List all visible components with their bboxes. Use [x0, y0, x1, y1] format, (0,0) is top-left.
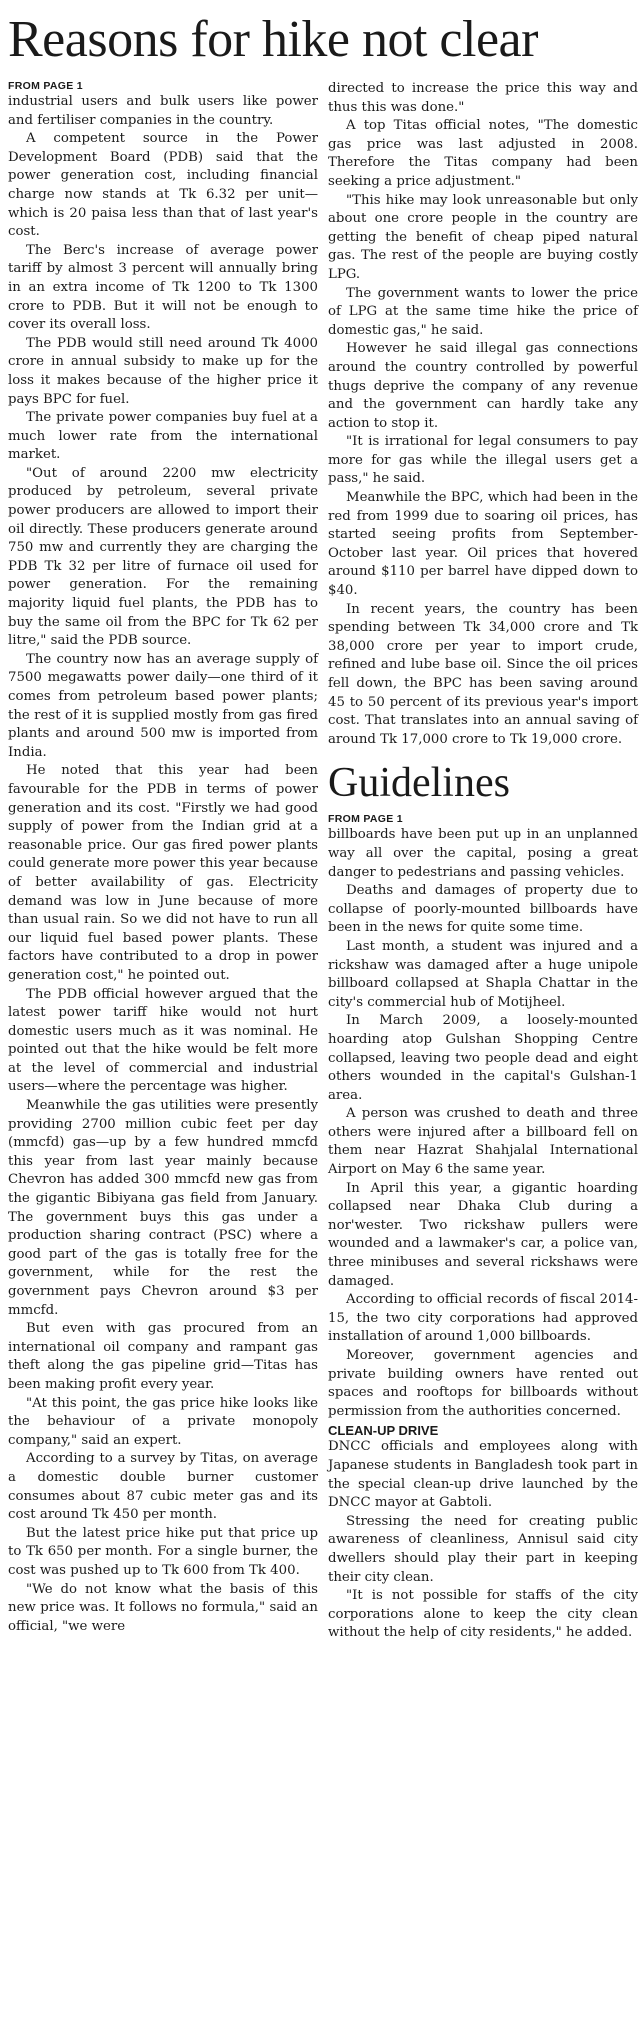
paragraph: "Out of around 2200 mw electricity produced by petroleum, several private power producers are allowed to import their oil directly. These producers generate around 750 mw and currently they are charging the PDB Tk 32 per litre of furnace oil used for power generation. For the remaining majority liquid fuel plants, the PDB has to buy the same oil from the BPC for Tk 62 per litre," said the PDB source. — [8, 465, 318, 649]
paragraph: "We do not know what the basis of this new price was. It follows no formula," said an official, "we were — [8, 1581, 318, 1634]
paragraph: "At this point, the gas price hike looks like the behaviour of a private monopoly company," said an expert. — [8, 1395, 318, 1448]
right-column — [328, 80, 638, 1643]
paragraph: The country now has an average supply of 7500 megawatts power daily—one third of it comes from petroleum based power plants; the rest of it is supplied mostly from gas fired plants and around 500 mw is imported from India. — [8, 651, 318, 760]
paragraph: However he said illegal gas connections around the country controlled by powerful thugs deprive the company of any revenue and the government can hardly take any action to stop it. — [328, 341, 638, 431]
paragraph: directed to increase the price this way and thus this was done." — [328, 81, 638, 115]
paragraph: "It is irrational for legal consumers to pay more for gas while the illegal users get a pass," he said. — [328, 434, 638, 487]
continuation-kicker: FROM PAGE 1 — [8, 80, 83, 92]
paragraph: industrial users and bulk users like power and fertiliser companies in the country. — [8, 94, 318, 128]
paragraph: Stressing the need for creating public awareness of cleanliness, Annisul said city dwellers should play their part in keeping their city clean. — [328, 1513, 638, 1585]
article-headline-guidelines: Guidelines — [328, 760, 510, 807]
paragraph: In March 2009, a loosely-mounted hoarding atop Gulshan Shopping Centre collapsed, leaving two people dead and eight others wounded in the capital's Gulshan-1 area. — [328, 1013, 638, 1103]
paragraph: The Berc's increase of average power tariff by almost 3 percent will annually bring in an extra income of Tk 1200 to Tk 1300 crore to PDB. But it will not be enough to cover its overall loss. — [8, 242, 318, 333]
paragraph: In April this year, a gigantic hoarding collapsed near Dhaka Club during a nor'wester. Two rickshaw pullers were wounded and a lawmaker's car, a police van, three minibuses and several rickshaws were damaged. — [328, 1180, 638, 1289]
continuation-kicker: FROM PAGE 1 — [328, 813, 403, 826]
paragraph: A competent source in the Power Development Board (PDB) said that the power generation cost, including financial charge now stands at Tk 6.32 per unit—which is 20 paisa less than that of last year's cost. — [8, 131, 318, 240]
paragraph: But even with gas procured from an international oil company and rampant gas theft along the gas pipeline grid—Titas has been making profit every year. — [8, 1321, 318, 1392]
paragraph: DNCC officials and employees along with Japanese students in Bangladesh took part in the special clean-up drive launched by the DNCC mayor at Gabtoli. — [328, 1439, 638, 1511]
paragraph: A person was crushed to death and three others were injured after a billboard fell on them near Hazrat Shahjalal International Airport on May 6 the same year. — [328, 1106, 638, 1178]
paragraph: Last month, a student was injured and a rickshaw was damaged after a huge unipole billboard collapsed at Shapla Chattar in the city's commercial hub of Motijheel. — [328, 938, 638, 1010]
paragraph: A top Titas official notes, "The domestic gas price was last adjusted in 2008. Therefore the Titas company had been seeking a price adjustment." — [328, 118, 638, 189]
paragraph: In recent years, the country has been spending between Tk 34,000 crore and Tk 38,000 crore per year to import crude, refined and lube base oil. Since the oil prices fell down, the BPC has been saving around 45 to 50 percent of its previous year's import cost. That translates into an annual saving of around Tk 17,000 crore to Tk 19,000 crore. — [328, 601, 638, 747]
paragraph: He noted that this year had been favourable for the PDB in terms of power generation and its cost. "Firstly we had good supply of power from the Indian grid at a reasonable price. Our gas fired power plants could generate more power this year because of better availability of gas. Electricity demand was low in June because of more than usual rain. So we did not have to run all our liquid fuel based power plants. These factors have contributed to a drop in power generation cost," he pointed out. — [8, 763, 318, 983]
article-headline: Reasons for hike not clear — [8, 11, 538, 68]
paragraph: The PDB would still need around Tk 4000 crore in annual subsidy to make up for the loss it makes because of the higher price it pays BPC for fuel. — [8, 335, 318, 407]
left-column — [8, 80, 318, 1643]
paragraph: The private power companies buy fuel at a much lower rate from the international market. — [8, 410, 318, 463]
paragraph: Meanwhile the gas utilities were presently providing 2700 million cubic feet per day (mmcfd) gas—up by a few hundred mmcfd this year from last year mainly because Chevron has added 300 mmcfd new gas from the gigantic Bibiyana gas field from January. The government buys this gas under a production sharing contract (PSC) where a good part of the gas is totally free for the government, while for the rest the government pays Chevron around $3 per mmcfd. — [8, 1098, 318, 1318]
paragraph: According to official records of fiscal 2014-15, the two city corporations had approved installation of around 1,000 billboards. — [328, 1292, 638, 1345]
paragraph: "This hike may look unreasonable but only about one crore people in the country are getting the benefit of cheap piped natural gas. The rest of the people are buying costly LPG. — [328, 192, 638, 282]
article-columns — [8, 80, 638, 1643]
paragraph: billboards have been put up in an unplanned way all over the capital, posing a great danger to pedestrians and passing vehicles. — [328, 827, 638, 880]
paragraph: Moreover, government agencies and private building owners have rented out spaces and rooftops for billboards without permission from the authorities concerned. — [328, 1348, 638, 1419]
paragraph: Deaths and damages of property due to collapse of poorly-mounted billboards have been in the news for quite some time. — [328, 883, 638, 936]
paragraph: But the latest price hike put that price up to Tk 650 per month. For a single burner, the cost was pushed up to Tk 600 from Tk 400. — [8, 1525, 318, 1578]
paragraph: "It is not possible for staffs of the city corporations alone to keep the city clean without the help of city residents," he added. — [328, 1588, 638, 1641]
paragraph: The PDB official however argued that the latest power tariff hike would not hurt domestic users much as it was nominal. He pointed out that the hike would be felt more at the level of commercial and industrial users—where the percentage was higher. — [8, 986, 318, 1095]
paragraph: According to a survey by Titas, on average a domestic double burner customer consumes about 87 cubic meter gas and its cost around Tk 450 per month. — [8, 1451, 318, 1523]
paragraph: Meanwhile the BPC, which had been in the red from 1999 due to soaring oil prices, has started seeing profits from September-October last year. Oil prices that hovered around $110 per barrel have dipped down to $40. — [328, 490, 638, 599]
paragraph: The government wants to lower the price of LPG at the same time hike the price of domestic gas," he said. — [328, 285, 638, 338]
section-subhead: CLEAN-UP DRIVE — [328, 1423, 439, 1439]
